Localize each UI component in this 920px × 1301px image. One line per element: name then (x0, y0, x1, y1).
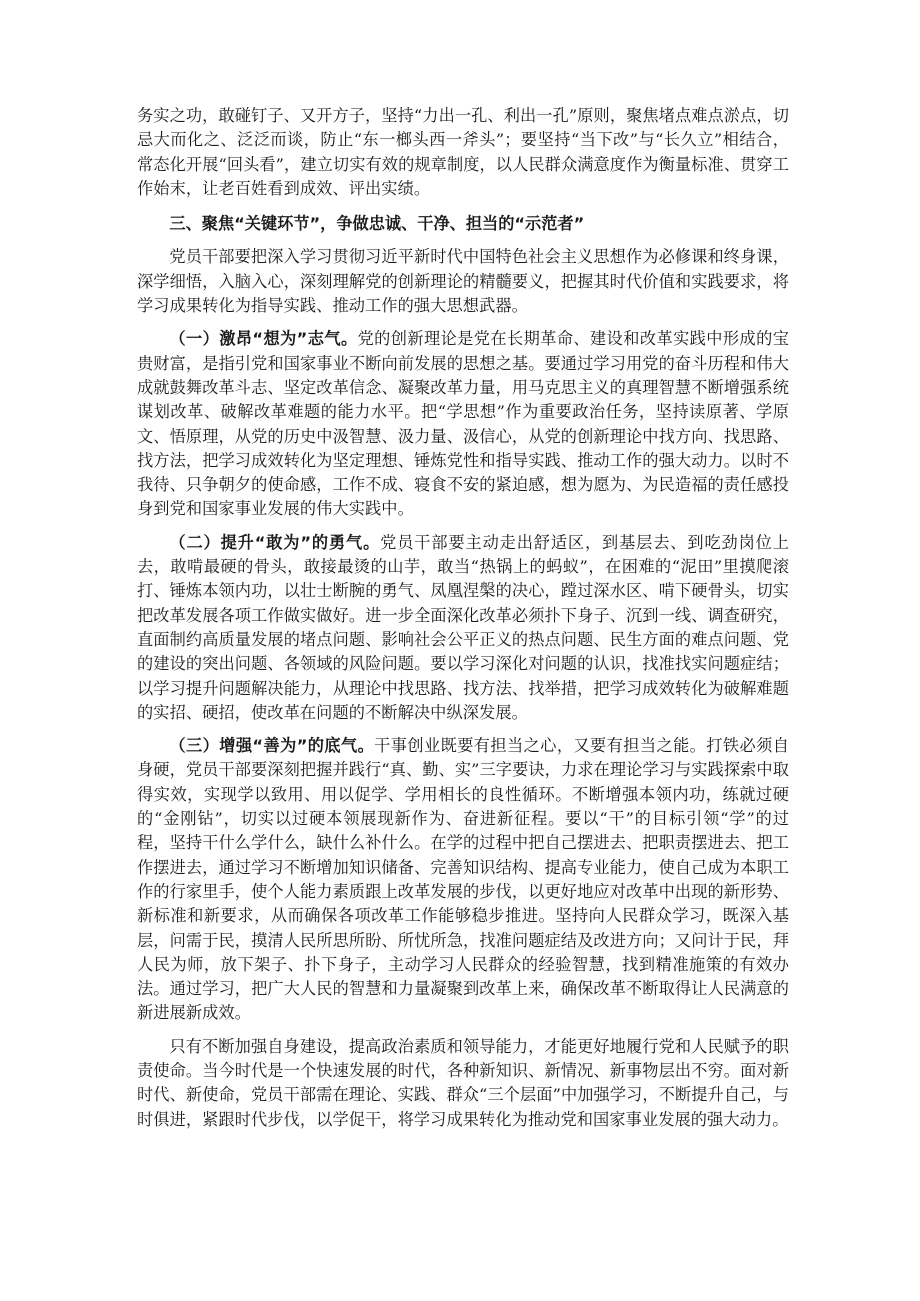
subsection-3-body: 干事创业既要有担当之心，又要有担当之能。打铁必须自身硬，党员干部要深刻把握并践行“真、勤、实”三字要诀，力求在理论学习与实践探索中取得实效，实现学以致用、用以促学、学用相长的良性循环。不断增强本领内功，练就过硬的“金刚钻”，切实以过硬本领展现新作为、奋进新征程。要以“干”的目标引领“学”的过程，坚持干什么学什么，缺什么补什么。在学的过程中把自己摆进去、把职责摆进去、把工作摆进去，通过学习不断增加知识储备、完善知识结构、提高专业能力，使自己成为本职工作的行家里手，使个人能力素质跟上改革发展的步伐，以更好地应对改革中出现的新形势、新标准和新要求，从而确保各项改革工作能够稳步推进。坚持向人民群众学习，既深入基层，问需于民，摸清人民所思所盼、所忧所急，找准问题症结及改进方向；又问计于民，拜人民为师，放下架子、扑下身子，主动学习人民群众的经验智慧，找到精准施策的有效办法。通过学习，把广大人民的智慧和力量凝聚到改革上来，确保改革不断取得让人民满意的新进展新成效。 (137, 736, 789, 1023)
document-page (137, 104, 789, 1132)
subsection-3-title: （三）增强“善为”的底气。 (169, 736, 375, 756)
subsection-1 (137, 327, 789, 521)
subsection-2 (137, 531, 789, 725)
subsection-2-title: （二）提升“敢为”的勇气。 (169, 532, 381, 552)
subsection-3 (137, 734, 789, 1026)
subsection-1-title: （一）激昂“想为”志气。 (169, 329, 358, 349)
section-intro-paragraph: 党员干部要把深入学习贯彻习近平新时代中国特色社会主义思想作为必修课和终身课，深学细悟，入脑入心，深刻理解党的创新理论的精髓要义，把握其时代价值和实践要求，将学习成果转化为指导实践、推动工作的强大思想武器。 (137, 247, 789, 316)
subsection-1-body: 党的创新理论是党在长期革命、建设和改革实践中形成的宝贵财富，是指引党和国家事业不断向前发展的思想之基。要通过学习用党的奋斗历程和伟大成就鼓舞改革斗志、坚定改革信念、凝聚改革力量，用马克思主义的真理智慧不断增强系统谋划改革、破解改革难题的能力水平。把“学思想”作为重要政治任务，坚持读原著、学原文、悟原理，从党的历史中汲智慧、汲力量、汲信心，从党的创新理论中找方向、找思路、找方法，把学习成效转化为坚定理想、锤炼党性和指导实践、推动工作的强大动力。以时不我待、只争朝夕的使命感，工作不成、寝食不安的紧迫感，想为愿为、为民造福的责任感投身到党和国家事业发展的伟大实践中。 (137, 329, 789, 519)
section-heading: 三、聚焦“关键环节”，争做忠诚、干净、担当的“示范者” (169, 214, 585, 234)
intro-paragraph: 务实之功，敢碰钉子、又开方子，坚持“力出一孔、利出一孔”原则，聚焦堵点难点淤点，切忌大而化之、泛泛而谈，防止“东一榔头西一斧头”；要坚持“当下改”与“长久立”相结合，常态化开展“回头看”，建立切实有效的规章制度，以人民群众满意度作为衡量标准、贯穿工作始末，让老百姓看到成效、评出实绩。 (137, 106, 789, 198)
subsection-2-body: 党员干部要主动走出舒适区，到基层去、到吃劲岗位上去，敢啃最硬的骨头，敢接最烫的山芋，敢当“热锅上的蚂蚁”，在困难的“泥田”里摸爬滚打、锤炼本领内功，以壮士断腕的勇气、凤凰涅槃的决心，蹚过深水区、啃下硬骨头，切实把改革发展各项工作做实做好。进一步全面深化改革必须扑下身子、沉到一线、调查研究，直面制约高质量发展的堵点问题、影响社会公平正义的热点问题、民生方面的难点问题、党的建设的突出问题、各领域的风险问题。要以学习深化对问题的认识，找准找实问题症结；以学习提升问题解决能力，从理论中找思路、找方法、找举措，把学习成效转化为破解难题的实招、硬招，使改革在问题的不断解决中纵深发展。 (137, 532, 789, 722)
closing-paragraph: 只有不断加强自身建设，提高政治素质和领导能力，才能更好地履行党和人民赋予的职责使命。当今时代是一个快速发展的时代，各种新知识、新情况、新事物层出不穷。面对新时代、新使命，党员干部需在理论、实践、群众“三个层面”中加强学习，不断提升自己，与时俱进，紧跟时代步伐，以学促干，将学习成果转化为推动党和国家事业发展的强大动力。 (137, 1036, 789, 1129)
